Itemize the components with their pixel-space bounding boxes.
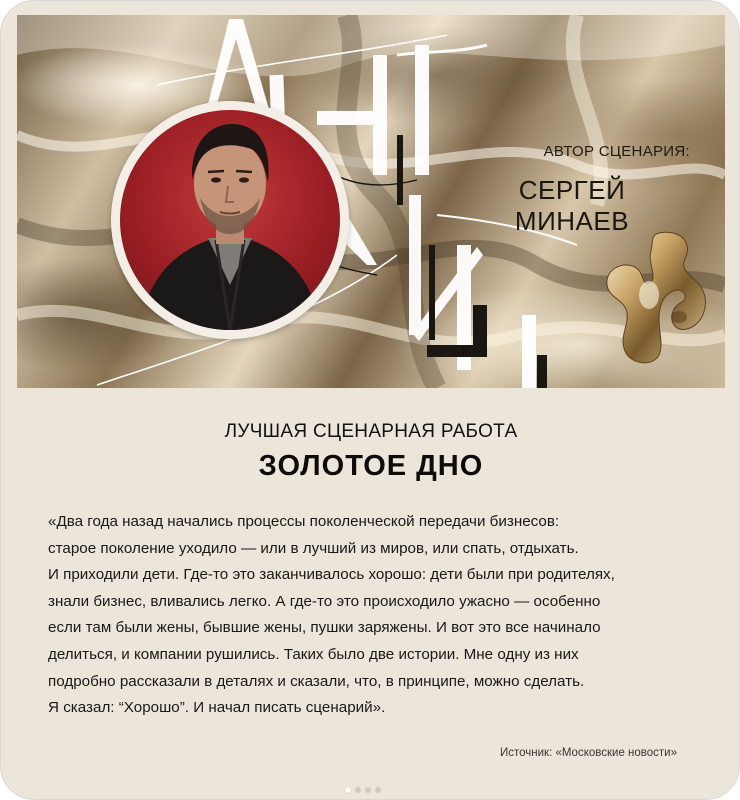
- author-quote: [48, 509, 708, 722]
- award-title: ЗОЛОТОЕ ДНО: [258, 450, 484, 482]
- carousel-dot[interactable]: [355, 787, 361, 793]
- quote-line: если там были жены, бывшие жены, пушки заряжены. И вот это все начинало: [48, 619, 601, 637]
- author-label: АВТОР СЦЕНАРИЯ:: [543, 143, 690, 160]
- award-category: ЛУЧШАЯ СЦЕНАРНАЯ РАБОТА: [224, 421, 518, 442]
- carousel-dot[interactable]: [345, 787, 351, 793]
- quote-line: подробно рассказали в деталях и сказали, что, в принципе, можно сделать.: [48, 672, 585, 690]
- quote-line: старое поколение уходило — или в лучший из миров, или спать, отдыхать.: [48, 539, 579, 557]
- quote-line: Я сказал: “Хорошо”. И начал писать сценарий».: [48, 699, 386, 717]
- author-name: СЕРГЕЙ МИНАЕВ: [514, 175, 630, 236]
- quote-line: «Два года назад начались процессы поколенческой передачи бизнесов:: [48, 513, 560, 530]
- award-banner: [17, 15, 725, 388]
- quote-line: знали бизнес, вливались легко. А где-то это происходило ужасно — особенно: [48, 592, 601, 610]
- quote-line: И приходили дети. Где-то это заканчивалось хорошо: дети были при родителях,: [48, 566, 615, 584]
- award-statuette-icon: [589, 225, 719, 375]
- quote-line: делиться, и компании рушились. Таких было две истории. Мне одну из них: [48, 645, 579, 663]
- carousel-dot[interactable]: [365, 787, 371, 793]
- carousel-dot[interactable]: [375, 787, 381, 793]
- source-credit: Источник: «Московские новости»: [499, 747, 677, 759]
- person-photo-icon: [120, 110, 340, 330]
- author-portrait: [111, 101, 349, 339]
- carousel-indicator[interactable]: [345, 778, 385, 786]
